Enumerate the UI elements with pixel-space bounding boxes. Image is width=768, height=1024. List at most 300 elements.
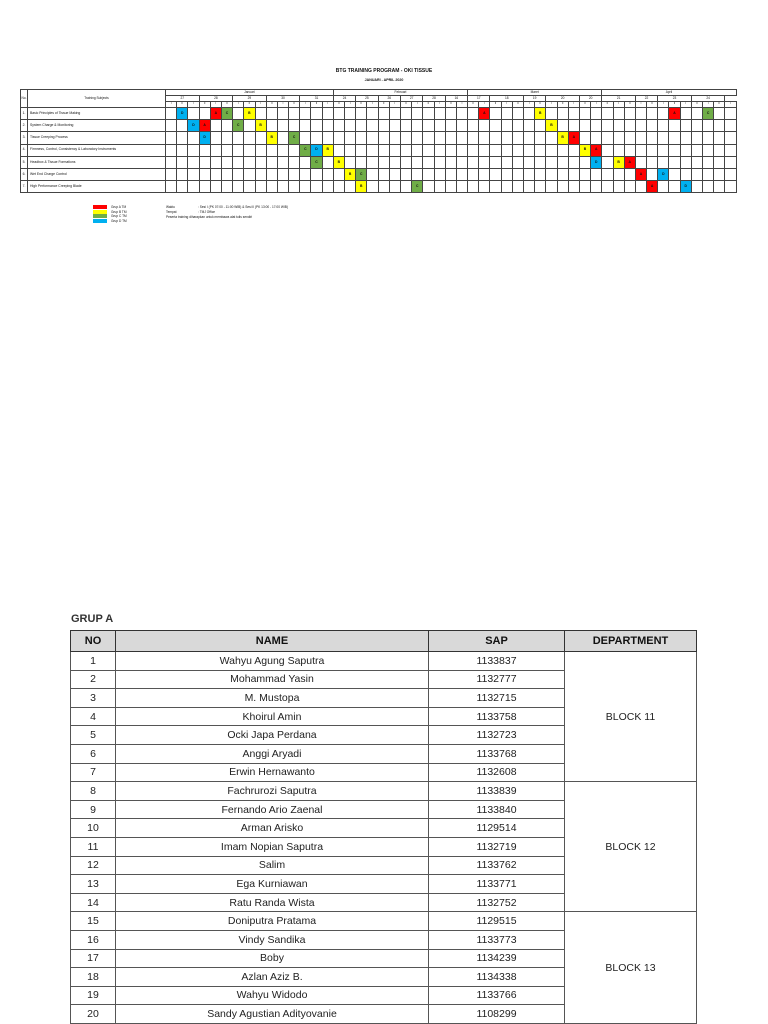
subject-name: Basic Principles of Tissue Making — [28, 108, 166, 120]
schedule-cell — [456, 181, 467, 193]
group-letter: A — [594, 147, 598, 152]
session-header: I — [501, 102, 512, 108]
schedule-cell — [680, 156, 691, 168]
group-letter: B — [259, 123, 262, 128]
session-header: I — [412, 102, 423, 108]
group-letter: C — [360, 171, 363, 176]
schedule-cell — [244, 132, 255, 144]
schedule-cell — [289, 156, 300, 168]
month-header: Maret — [468, 90, 602, 96]
schedule-cell — [311, 168, 322, 180]
schedule-cell — [524, 132, 535, 144]
schedule-cell-group-b — [535, 108, 546, 120]
session-header: I — [188, 102, 199, 108]
session-header: II — [266, 102, 277, 108]
session-header: II — [221, 102, 232, 108]
schedule-cell-group-d — [311, 144, 322, 156]
schedule-cell-group-c — [233, 120, 244, 132]
schedule-cell — [456, 108, 467, 120]
schedule-cell-group-c — [289, 132, 300, 144]
schedule-cell — [602, 156, 613, 168]
schedule-cell — [591, 108, 602, 120]
schedule-cell — [524, 156, 535, 168]
schedule-cell — [289, 144, 300, 156]
schedule-cell — [691, 144, 702, 156]
week-header: 28 — [423, 96, 445, 102]
schedule-cell — [244, 181, 255, 193]
schedule-cell — [221, 132, 232, 144]
schedule-cell — [591, 168, 602, 180]
group-letter: D — [315, 147, 318, 152]
schedule-cell — [602, 120, 613, 132]
schedule-cell — [703, 181, 714, 193]
schedule-cell — [277, 108, 288, 120]
schedule-cell — [210, 132, 221, 144]
group-letter: B — [337, 159, 341, 164]
group-letter: C — [706, 110, 710, 115]
schedule-cell — [333, 108, 344, 120]
schedule-cell — [277, 181, 288, 193]
note-key: Tempat — [166, 209, 177, 214]
row-no: 13 — [71, 875, 116, 894]
schedule-cell — [602, 108, 613, 120]
schedule-cell — [221, 168, 232, 180]
schedule-cell — [378, 132, 389, 144]
schedule-cell — [367, 132, 378, 144]
schedule-cell — [445, 120, 456, 132]
schedule-cell — [501, 181, 512, 193]
schedule-cell-group-b — [345, 168, 356, 180]
schedule-cell — [378, 168, 389, 180]
schedule-cell — [703, 144, 714, 156]
schedule-cell — [579, 181, 590, 193]
schedule-cell — [479, 168, 490, 180]
row-no: 20 — [71, 1005, 116, 1024]
row-sap: 1133773 — [429, 930, 565, 949]
subject-name: Firmness, Control, Consistency & Laboratory Instruments — [28, 144, 166, 156]
row-sap: 1132752 — [429, 893, 565, 912]
schedule-cell — [624, 144, 635, 156]
session-header: I — [546, 102, 557, 108]
schedule-cell-group-b — [255, 120, 266, 132]
legend-label: Grup A TM — [111, 205, 127, 210]
schedule-cell — [233, 156, 244, 168]
row-name: Ega Kurniawan — [116, 875, 429, 894]
row-name: Vindy Sandika — [116, 930, 429, 949]
schedule-cell — [188, 156, 199, 168]
schedule-cell — [703, 168, 714, 180]
schedule-cell — [468, 120, 479, 132]
schedule-cell — [233, 181, 244, 193]
schedule-cell-group-b — [579, 144, 590, 156]
group-letter: D — [192, 123, 195, 128]
schedule-cell — [255, 132, 266, 144]
row-name: Boby — [116, 949, 429, 968]
schedule-cell — [289, 108, 300, 120]
schedule-cell — [423, 168, 434, 180]
group-letter: A — [628, 159, 631, 164]
week-header: 24 — [333, 96, 355, 102]
schedule-cell — [669, 168, 680, 180]
schedule-cell — [188, 132, 199, 144]
schedule-cell — [691, 132, 702, 144]
schedule-cell — [512, 168, 523, 180]
schedule-cell — [423, 156, 434, 168]
schedule-cell-group-d — [177, 108, 188, 120]
schedule-cell — [714, 156, 725, 168]
schedule-cell — [613, 108, 624, 120]
schedule-cell — [546, 144, 557, 156]
group-letter: C — [236, 123, 240, 128]
schedule-cell — [512, 156, 523, 168]
schedule-cell — [669, 144, 680, 156]
row-department: BLOCK 13 — [565, 912, 697, 1024]
group-letter: A — [639, 171, 643, 176]
week-header: 19 — [524, 96, 546, 102]
schedule-cell — [703, 156, 714, 168]
schedule-cell — [322, 181, 333, 193]
schedule-cell — [535, 156, 546, 168]
schedule-cell — [557, 181, 568, 193]
schedule-cell — [434, 120, 445, 132]
session-header: II — [311, 102, 322, 108]
legend-swatch — [93, 205, 107, 209]
schedule-cell — [423, 181, 434, 193]
row-name: Azlan Aziz B. — [116, 968, 429, 987]
session-header: I — [591, 102, 602, 108]
schedule-cell — [512, 144, 523, 156]
session-header: II — [356, 102, 367, 108]
schedule-cell — [277, 132, 288, 144]
row-no: 8 — [71, 782, 116, 801]
schedule-cell — [535, 120, 546, 132]
session-header: II — [333, 102, 344, 108]
session-header: II — [445, 102, 456, 108]
row-name: Doniputra Pratama — [116, 912, 429, 931]
schedule-cell — [345, 108, 356, 120]
schedule-cell-group-c — [311, 156, 322, 168]
schedule-cell — [188, 108, 199, 120]
schedule-cell-group-c — [703, 108, 714, 120]
schedule-cell — [680, 132, 691, 144]
schedule-cell — [333, 132, 344, 144]
schedule-cell — [255, 181, 266, 193]
session-header: I — [703, 102, 714, 108]
group-letter: C — [304, 147, 307, 152]
schedule-cell — [468, 181, 479, 193]
schedule-cell — [680, 120, 691, 132]
schedule-cell — [434, 132, 445, 144]
note-value: : Sesi I (PK 07:00 - 11:00 WIB) & Sesi II (PK 13:00 - 17:00 WIB) — [198, 205, 288, 209]
legend-swatch — [93, 214, 107, 218]
row-department: BLOCK 12 — [565, 782, 697, 912]
schedule-cell — [714, 181, 725, 193]
schedule-cell — [266, 156, 277, 168]
schedule-cell — [468, 168, 479, 180]
schedule-cell — [177, 120, 188, 132]
schedule-cell — [199, 156, 210, 168]
schedule-cell — [535, 181, 546, 193]
schedule-cell — [400, 181, 411, 193]
schedule-cell — [199, 108, 210, 120]
schedule-cell — [568, 156, 579, 168]
session-header: II — [579, 102, 590, 108]
schedule-cell — [680, 108, 691, 120]
week-header: 27 — [400, 96, 422, 102]
table-row — [71, 652, 697, 671]
row-no: 15 — [71, 912, 116, 931]
schedule-cell — [333, 144, 344, 156]
schedule-cell — [356, 144, 367, 156]
row-name: Fachrurozi Saputra — [116, 782, 429, 801]
schedule-cell — [647, 156, 658, 168]
legend-label: Grup C TM — [111, 214, 127, 219]
row-no: 3 — [71, 689, 116, 708]
schedule-cell — [647, 144, 658, 156]
schedule-cell — [669, 120, 680, 132]
schedule-cell — [188, 181, 199, 193]
schedule-cell — [479, 132, 490, 144]
grup-header-department: DEPARTMENT — [565, 631, 697, 652]
note-value: : TMJ Office — [198, 209, 216, 214]
schedule-cell — [367, 144, 378, 156]
schedule-cell — [412, 108, 423, 120]
row-sap: 1132723 — [429, 726, 565, 745]
schedule-cell-group-b — [322, 144, 333, 156]
row-no: 12 — [71, 856, 116, 875]
group-letter: D — [203, 135, 206, 140]
session-header: I — [613, 102, 624, 108]
schedule-cell — [568, 120, 579, 132]
row-name: Ocki Japa Perdana — [116, 726, 429, 745]
schedule-cell — [300, 181, 311, 193]
schedule-cell — [367, 181, 378, 193]
schedule-cell — [524, 144, 535, 156]
schedule-cell — [635, 144, 646, 156]
schedule-cell — [322, 108, 333, 120]
group-letter: B — [550, 123, 553, 128]
session-header: II — [177, 102, 188, 108]
note-key: Peserta training diharapkan untuk membawa alat tulis sendiri — [166, 214, 253, 219]
schedule-cell — [389, 108, 400, 120]
schedule-cell — [725, 168, 736, 180]
schedule-cell — [714, 132, 725, 144]
schedule-cell — [188, 168, 199, 180]
schedule-cell — [546, 181, 557, 193]
schedule-cell — [647, 132, 658, 144]
row-sap: 1134338 — [429, 968, 565, 987]
month-header: Januari — [166, 90, 334, 96]
schedule-cell — [356, 108, 367, 120]
subject-name: System Charge & Monitoring — [28, 120, 166, 132]
group-letter: B — [326, 147, 329, 152]
week-header: 25 — [356, 96, 378, 102]
schedule-cell — [233, 168, 244, 180]
schedule-cell-group-d — [658, 168, 669, 180]
schedule-cell — [266, 144, 277, 156]
schedule-cell-group-b — [613, 156, 624, 168]
schedule-cell — [501, 156, 512, 168]
schedule-cell-group-b — [546, 120, 557, 132]
schedule-cell-group-c — [300, 144, 311, 156]
row-no: 10 — [71, 819, 116, 838]
subject-name: High Performance Creeping Blade — [28, 181, 166, 193]
schedule-cell — [490, 120, 501, 132]
subject-no: 4. — [21, 144, 28, 156]
row-no: 2 — [71, 670, 116, 689]
schedule-cell-group-c — [356, 168, 367, 180]
schedule-cell — [400, 156, 411, 168]
row-name: Wahyu Agung Saputra — [116, 652, 429, 671]
group-letter: A — [572, 135, 576, 140]
schedule-cell — [244, 168, 255, 180]
week-header: 27 — [166, 96, 200, 102]
session-header: I — [233, 102, 244, 108]
group-letter: B — [348, 171, 352, 176]
schedule-cell — [456, 168, 467, 180]
schedule-cell — [400, 132, 411, 144]
schedule-cell-group-a — [210, 108, 221, 120]
group-letter: A — [650, 184, 654, 189]
week-header: 20 — [546, 96, 580, 102]
schedule-cell — [322, 132, 333, 144]
schedule-cell — [423, 144, 434, 156]
schedule-cell — [546, 168, 557, 180]
schedule-cell-group-b — [557, 132, 568, 144]
schedule-cell — [333, 120, 344, 132]
schedule-cell — [210, 168, 221, 180]
schedule-cell — [166, 108, 177, 120]
grup-header-row — [71, 631, 697, 652]
week-header: 23 — [658, 96, 692, 102]
schedule-cell — [166, 156, 177, 168]
schedule-cell — [255, 156, 266, 168]
schedule-cell — [691, 168, 702, 180]
schedule-cell — [367, 168, 378, 180]
schedule-cell — [579, 108, 590, 120]
schedule-cell — [479, 156, 490, 168]
row-name: Salim — [116, 856, 429, 875]
schedule-cell — [647, 108, 658, 120]
schedule-cell — [434, 108, 445, 120]
schedule-cell — [490, 132, 501, 144]
schedule-cell — [658, 132, 669, 144]
no-header: No. — [21, 90, 28, 108]
schedule-cell-group-b — [333, 156, 344, 168]
session-header: I — [300, 102, 311, 108]
row-name: Arman Arisko — [116, 819, 429, 838]
schedule-cell — [658, 181, 669, 193]
legend-label: Grup D TM — [111, 219, 127, 224]
group-letter: D — [594, 159, 598, 164]
schedule-cell — [613, 132, 624, 144]
schedule-cell — [356, 132, 367, 144]
schedule-cell — [680, 144, 691, 156]
schedule-cell — [199, 144, 210, 156]
note-row — [166, 215, 288, 220]
session-header: II — [423, 102, 434, 108]
schedule-cell — [356, 156, 367, 168]
schedule-cell — [378, 181, 389, 193]
week-header: 24 — [691, 96, 725, 102]
schedule-cell — [602, 181, 613, 193]
schedule-cell — [501, 168, 512, 180]
schedule-cell — [221, 144, 232, 156]
schedule-cell — [244, 120, 255, 132]
session-header: I — [479, 102, 490, 108]
table-row — [71, 782, 697, 801]
subject-no: 6. — [21, 168, 28, 180]
schedule-cell — [579, 120, 590, 132]
schedule-cell — [445, 168, 456, 180]
schedule-cell — [345, 132, 356, 144]
group-letter: D — [684, 184, 687, 189]
schedule-cell — [378, 120, 389, 132]
schedule-cell — [725, 181, 736, 193]
session-header: I — [277, 102, 288, 108]
row-sap: 1132719 — [429, 837, 565, 856]
session-header: II — [602, 102, 613, 108]
schedule-cell — [445, 156, 456, 168]
schedule-cell — [345, 120, 356, 132]
session-header: I — [456, 102, 467, 108]
schedule-cell — [412, 132, 423, 144]
session-header: I — [524, 102, 535, 108]
schedule-cell — [568, 144, 579, 156]
schedule-subtitle: JANUARI - APRIL 2020 — [364, 78, 404, 82]
schedule-cell — [512, 181, 523, 193]
session-header: I — [389, 102, 400, 108]
group-letter: A — [203, 123, 206, 128]
schedule-cell — [591, 120, 602, 132]
schedule-cell — [479, 181, 490, 193]
schedule-cell-group-a — [479, 108, 490, 120]
schedule-cell — [322, 156, 333, 168]
schedule-cell — [658, 120, 669, 132]
session-header: II — [378, 102, 389, 108]
subject-row — [21, 156, 737, 168]
schedule-cell — [300, 108, 311, 120]
row-sap: 1133766 — [429, 986, 565, 1005]
week-header: 20 — [579, 96, 601, 102]
schedule-cell — [333, 181, 344, 193]
schedule-cell — [277, 156, 288, 168]
schedule-cell — [423, 120, 434, 132]
schedule-cell — [703, 120, 714, 132]
group-letter: B — [539, 110, 542, 115]
schedule-cell — [389, 144, 400, 156]
schedule-cell-group-b — [356, 181, 367, 193]
schedule-cell — [177, 132, 188, 144]
schedule-cell — [557, 144, 568, 156]
schedule-cell — [389, 168, 400, 180]
session-header: II — [400, 102, 411, 108]
subject-no: 5. — [21, 156, 28, 168]
schedule-cell — [221, 156, 232, 168]
group-letter: C — [415, 184, 419, 189]
schedule-cell — [635, 156, 646, 168]
schedule-cell — [166, 120, 177, 132]
schedule-cell — [199, 168, 210, 180]
week-header: 21 — [602, 96, 636, 102]
session-header: I — [434, 102, 445, 108]
week-header: 29 — [233, 96, 267, 102]
group-letter: D — [662, 171, 665, 176]
row-sap: 1132715 — [429, 689, 565, 708]
schedule-cell — [400, 144, 411, 156]
week-header: 18 — [490, 96, 524, 102]
session-header: I — [210, 102, 221, 108]
